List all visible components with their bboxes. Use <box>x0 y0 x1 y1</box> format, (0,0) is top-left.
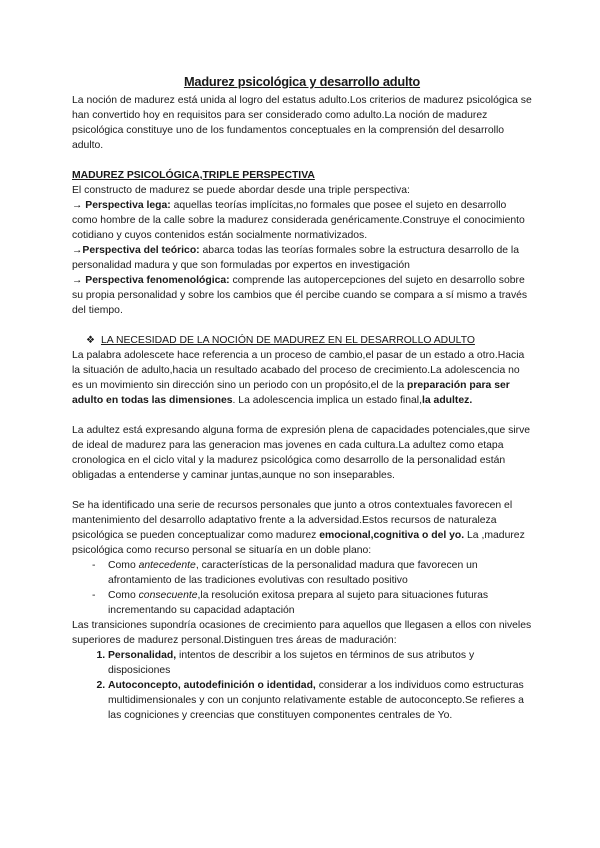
section2-paragraph-4: Las transiciones supondría ocasiones de crecimiento para aquellos que llegasen a ellos con niveles superiores de madurez personal.Distinguen tres áreas de maduración: <box>72 620 532 646</box>
section2-heading-text: LA NECESIDAD DE LA NOCIÓN DE MADUREZ EN EL DESARROLLO ADULTO <box>100 335 475 346</box>
list-item: - Como consecuente,la resolución exitosa prepara al sujeto para situaciones futuras incrementando su capacidad adaptación <box>92 588 532 618</box>
list-item: - Como antecedente, características de la personalidad madura que favorecen un afrontamiento de las tradiciones evolutivas con resultado positivo <box>92 558 532 588</box>
perspective-item <box>72 198 532 243</box>
intro-paragraph: La noción de madurez está unida al logro del estatus adulto.Los criterios de madurez psicológica se han convertido hoy en requisitos para ser considerado como adulto.La noción de madurez psicológica constituye uno de los fundamentos conceptuales en la comprensión del desarrollo adulto. <box>72 95 532 151</box>
arrow: → <box>72 275 86 286</box>
section1-heading: MADUREZ PSICOLÓGICA,TRIPLE PERSPECTIVA <box>72 170 315 181</box>
perspective-item <box>72 273 532 318</box>
document-page <box>72 74 532 723</box>
list-item: 2. Autoconcepto, autodefinición o identidad, considerar a los individuos como estructuras multidimensionales y con un conjunto relativamente estable de autoconcepto.Se refieres a las cogniciones y creencias que constituyen componentes centrales de Yo. <box>108 678 532 723</box>
dash-list <box>72 558 532 618</box>
arrow: → <box>72 200 86 211</box>
section2-paragraph-1: La palabra adolescete hace referencia a un proceso de cambio,el pasar de un estado a otro.Hacia la situación de adulto,hacia un resultado acabado del proceso de crecimiento.La adolescencia no es un movimiento sin dirección sino un periodo con un propósito,el de la preparación para ser adulto en todas las dimensiones. La adolescencia implica un estado final,la adultez. <box>72 350 525 406</box>
section2-paragraph-3: Se ha identificado una serie de recursos personales que junto a otros contextuales favorecen el mantenimiento del desarrollo adaptativo frente a la adversidad.Estos recursos de naturaleza psicológica se pueden conceptualizar como madurez emocional,cognitiva o del yo. La ,madurez psicológica como recurso personal se situaría en un doble plano: <box>72 500 525 556</box>
numbered-list <box>72 648 532 723</box>
arrow: → <box>72 245 83 256</box>
page-title: Madurez psicológica y desarrollo adulto <box>183 74 421 89</box>
perspective-item <box>72 243 532 273</box>
section2-heading <box>72 333 532 348</box>
perspective-label: Perspectiva del teórico: <box>82 245 200 256</box>
perspective-text: aquellas teorías implícitas,no formales que posee el sujeto en desarrollo como hombre de la calle sobre la madurez considerada genéricamente.Construye el conocimiento cotidiano y cuyos contenidos están socialmente normativizados. <box>72 200 525 241</box>
perspective-label: Perspectiva fenomenológica: <box>85 275 230 286</box>
perspective-text: comprende las autopercepciones del sujeto en desarrollo sobre su propia personalidad y sobre los cambios que él percibe cuando se compara a sí mismo a través del tiempo. <box>72 275 528 316</box>
section2-paragraph-2: La adultez está expresando alguna forma de expresión plena de capacidades potenciales,que sirve de ideal de madurez para las generacion mas jovenes en cada cultura.La adultez como etapa cronologica en el ciclo vital y la madurez psicológica como desarrollo de la personalidad están obligadas a entenderse y caminar juntas,aunque no son inseparables. <box>72 425 531 481</box>
diamond-bullet-icon: ❖ <box>86 335 95 346</box>
section1-lead: El constructo de madurez se puede abordar desde una triple perspectiva: <box>72 185 410 196</box>
list-item: 1. Personalidad, intentos de describir a los sujetos en términos de sus atributos y disposiciones <box>108 648 532 678</box>
perspective-text: abarca todas las teorías formales sobre la estructura desarrollo de la personalidad madura y que son formuladas por expertos en investigación <box>72 245 520 271</box>
perspective-label: Perspectiva lega: <box>85 200 171 211</box>
